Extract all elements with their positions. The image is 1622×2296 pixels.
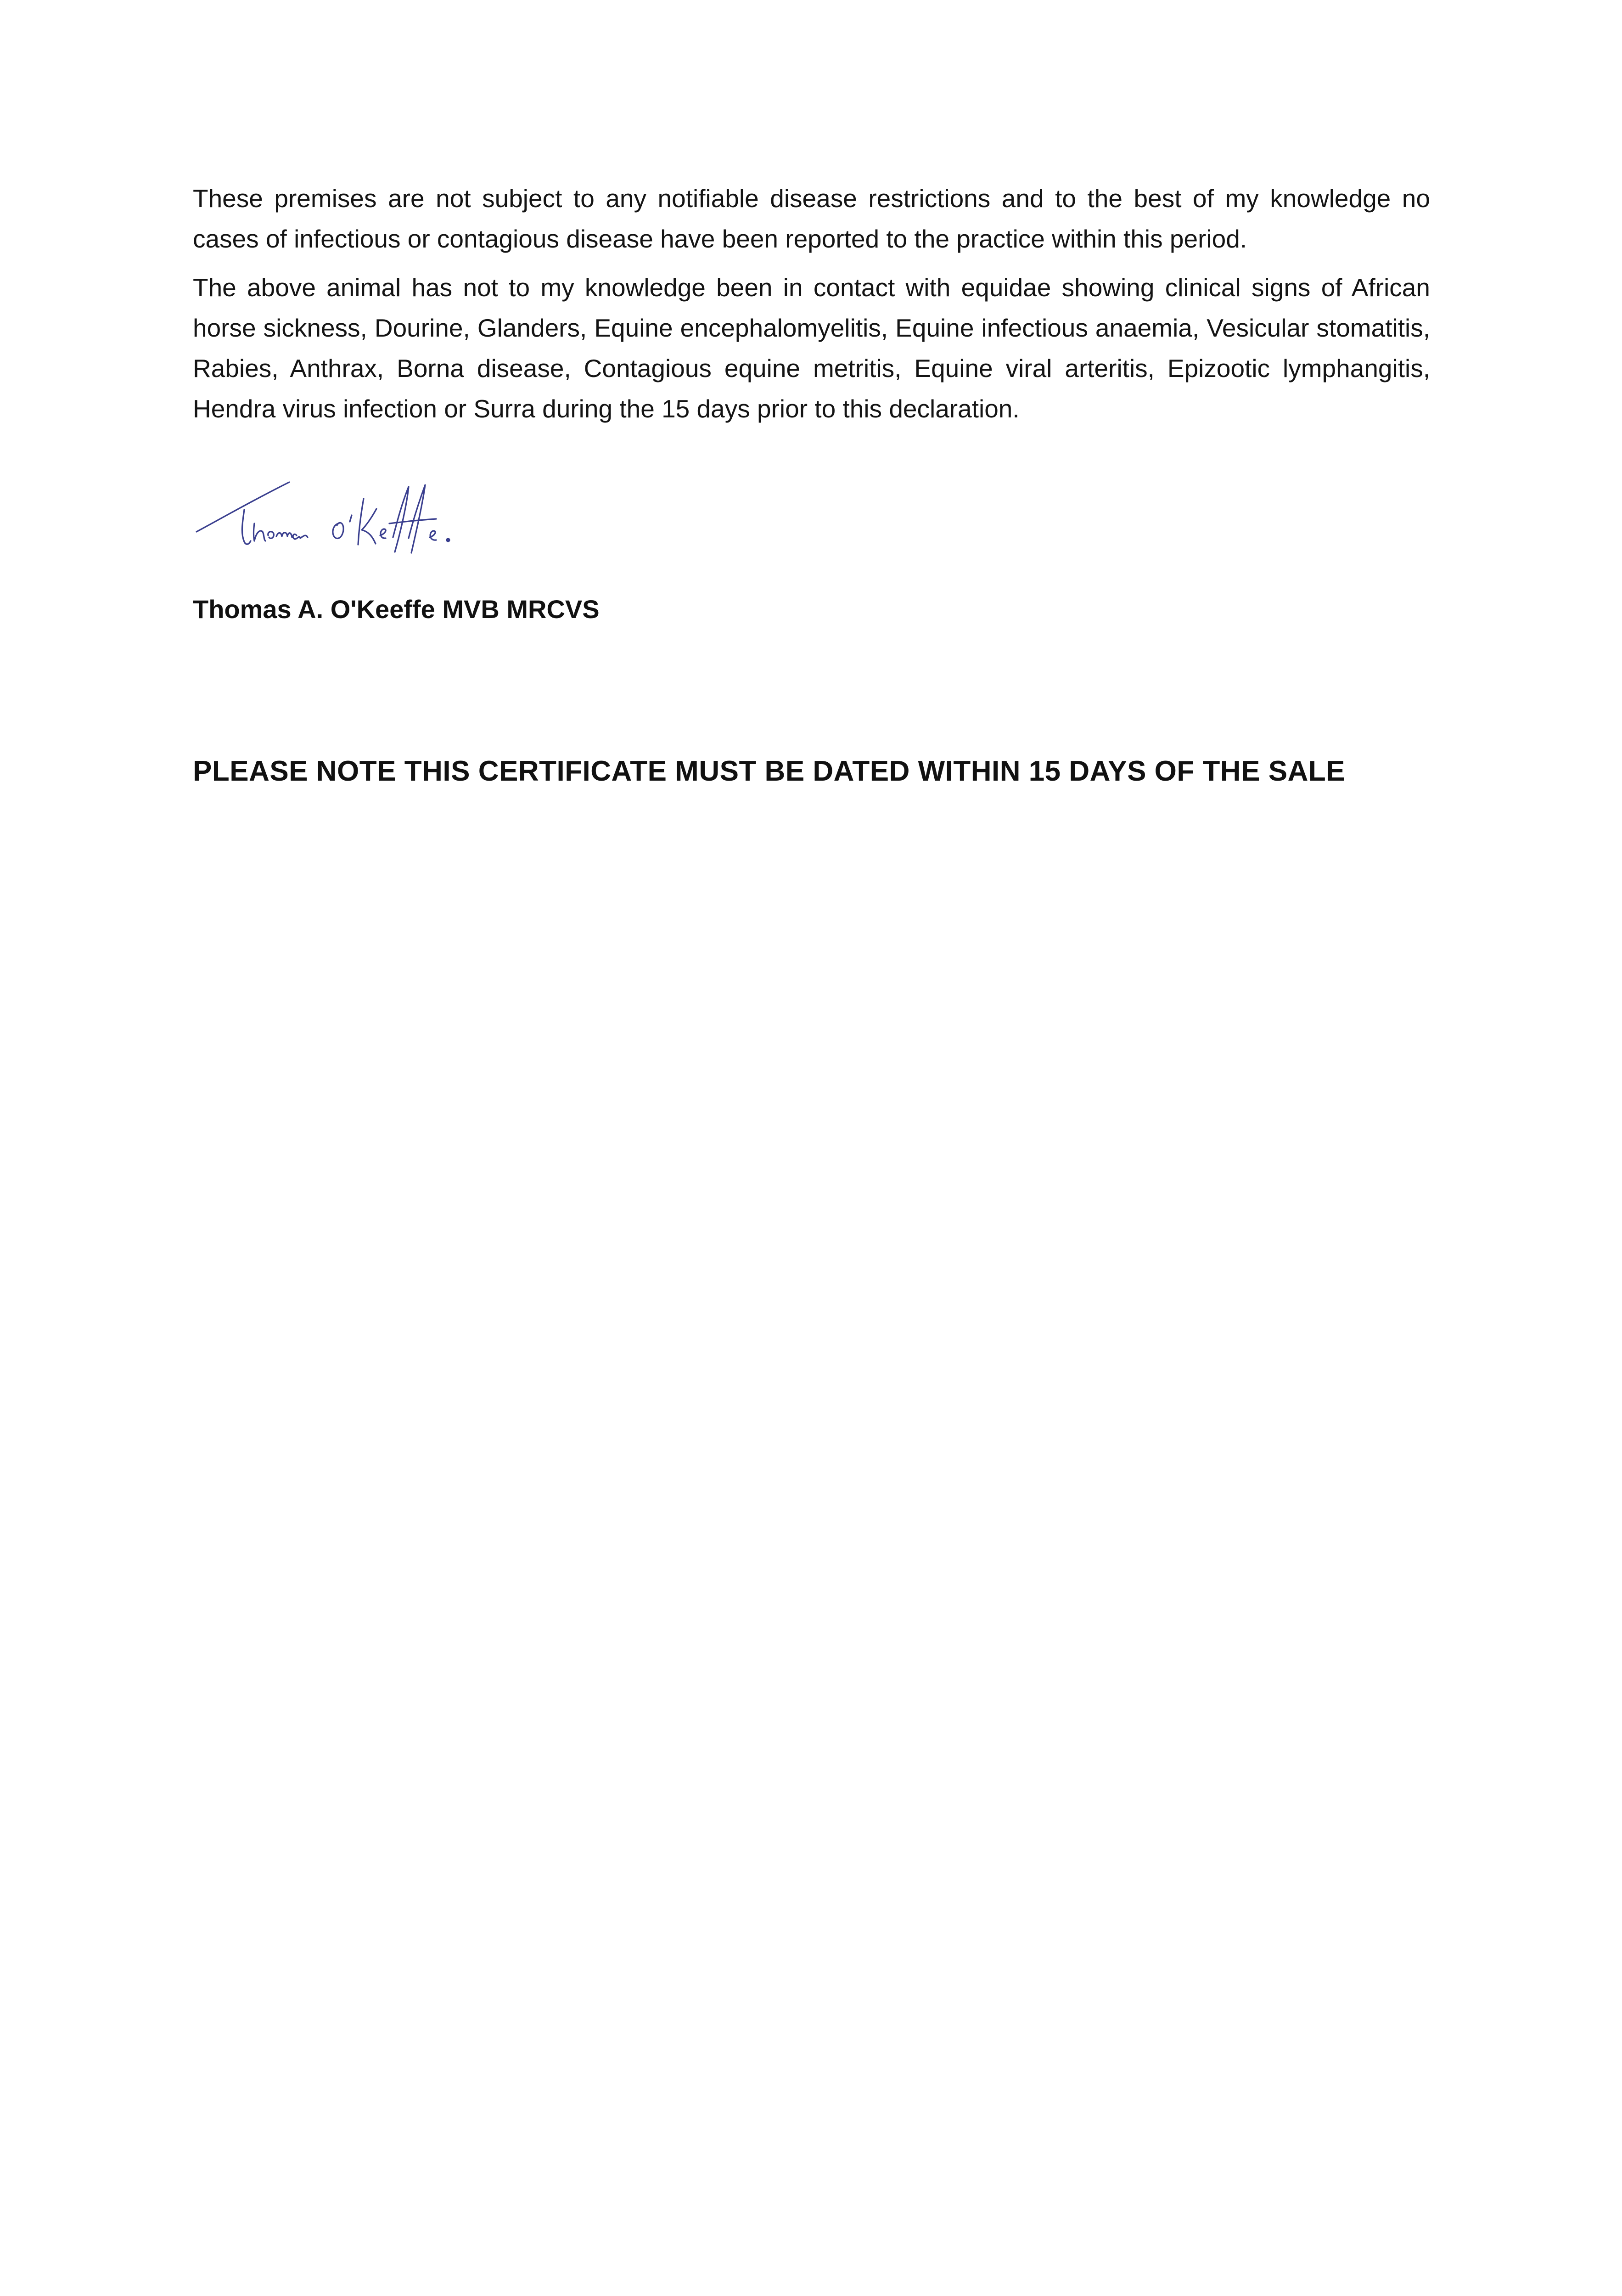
certificate-date-note: PLEASE NOTE THIS CERTIFICATE MUST BE DATED WITHIN 15 DAYS OF THE SALE <box>193 755 1346 787</box>
signer-name: Thomas A. O'Keeffe MVB MRCVS <box>193 595 600 624</box>
contact-declaration-paragraph: The above animal has not to my knowledge been in contact with equidae showing clinical signs of African horse sickness, Dourine, Glanders, Equine encephalomyelitis, Equine infectious anaemia, Vesicular stomatitis, Rabies, Anthrax, Borna disease, Contagious equine metritis, Equine viral arteritis, Epizootic lymphangitis, Hendra virus infection or Surra during the 15 days prior to this declaration. <box>193 273 1430 423</box>
disease-restrictions-paragraph: These premises are not subject to any notifiable disease restrictions and to the best of my knowledge no cases of infectious or contagious disease have been reported to the practice within this period. <box>193 184 1430 253</box>
handwritten-signature <box>193 455 477 565</box>
